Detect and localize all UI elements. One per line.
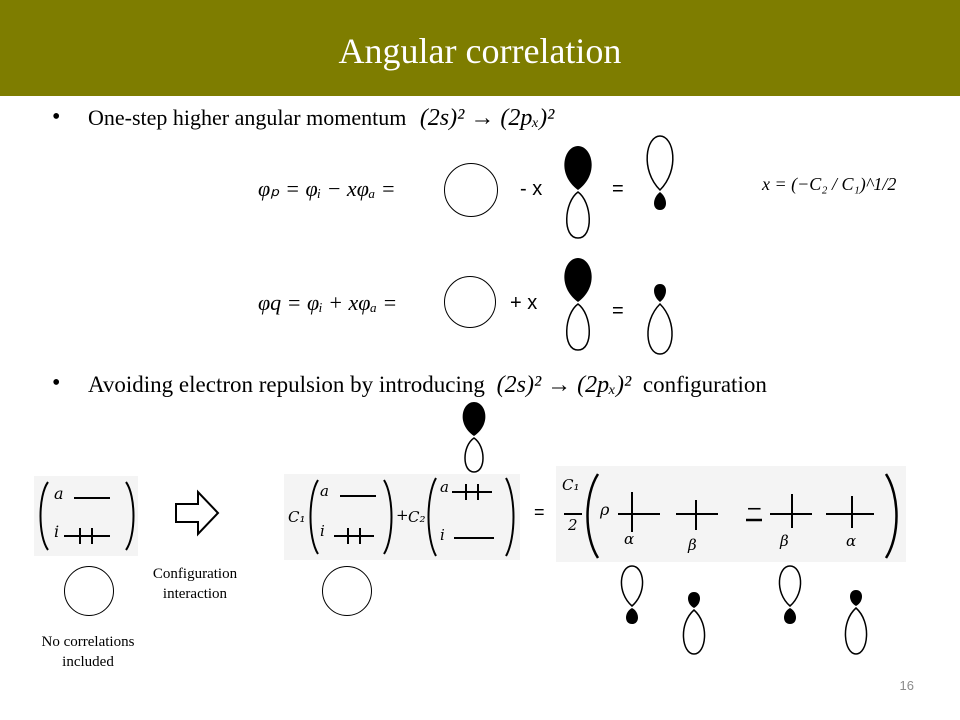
s-orbital-circle-ci (322, 566, 372, 616)
equals-sign-2: = (612, 300, 624, 322)
level-i-label-2: i (320, 522, 325, 540)
no-correlations-caption: No correlations included (41, 634, 135, 670)
c2-label: C₂ (408, 508, 426, 526)
p-orbital-icon-1 (560, 144, 596, 240)
p-orbital-icon-3 (458, 400, 490, 474)
hybrid-orbital-p-icon (642, 134, 678, 214)
bullet-dot-1: • (52, 104, 61, 130)
hybrid-orbital-q-icon (642, 282, 678, 358)
spin-alpha-label-2: α (846, 532, 857, 550)
level-a-label-1: a (54, 484, 64, 503)
bullet-2-formula: (2s)² → (2pₓ)² (496, 372, 632, 398)
slide-title: Angular correlation (338, 31, 622, 71)
bullet-2-suffix: configuration (642, 372, 767, 397)
spin-alpha-label-1: α (624, 530, 635, 548)
phi-q-equation: φq = φᵢ + xφₐ = (258, 290, 398, 315)
minus-sign: − (746, 496, 763, 520)
level-a-label-2: a (320, 482, 329, 500)
coefficient-denominator: 2 (568, 516, 578, 534)
bullet-1-text (88, 105, 554, 132)
spin-beta-label-2: β (780, 532, 789, 550)
ground-configuration-diagram (34, 476, 138, 556)
s-orbital-circle-2 (444, 276, 496, 328)
hybrid-orbital-bottom-1 (616, 564, 648, 626)
x-definition: x = (−C₂ / C₁)^1/2 (762, 174, 897, 194)
hybrid-orbital-bottom-4 (840, 588, 872, 656)
rho-label: ρ (600, 500, 610, 519)
coefficient-numerator: C₁ (562, 476, 580, 494)
page-number: 16 (899, 678, 914, 693)
c1-label: C₁ (288, 508, 306, 526)
s-orbital-circle-ground (64, 566, 114, 616)
bullet-2-text (88, 372, 767, 399)
bullet-2-label: Avoiding electron repulsion by introducing (88, 372, 485, 397)
spin-beta-label-1: β (688, 536, 697, 554)
bullet-dot-2: • (52, 370, 61, 396)
hybrid-orbital-bottom-3 (774, 564, 806, 626)
minus-x-label: - x (520, 178, 543, 200)
level-i-label-3: i (440, 526, 445, 544)
bullet-1-formula: (2s)² → (2pₓ)² (419, 105, 555, 131)
equals-sign-1: = (612, 178, 624, 200)
plus-x-label: + x (510, 292, 538, 314)
arrow-right-icon (174, 490, 220, 536)
equals-sign-3: = (534, 502, 545, 522)
level-a-label-3: a (440, 478, 449, 496)
configuration-interaction-caption: Configuration interaction (152, 566, 238, 602)
p-orbital-icon-2 (560, 256, 596, 352)
s-orbital-circle-1 (444, 163, 498, 217)
phi-p-equation: φₚ = φᵢ − xφₐ = (258, 176, 396, 201)
bullet-1-label: One-step higher angular momentum (88, 105, 407, 130)
level-i-label-1: i (54, 522, 60, 541)
hybrid-orbital-bottom-2 (678, 590, 710, 656)
plus-sign: + (396, 506, 409, 524)
